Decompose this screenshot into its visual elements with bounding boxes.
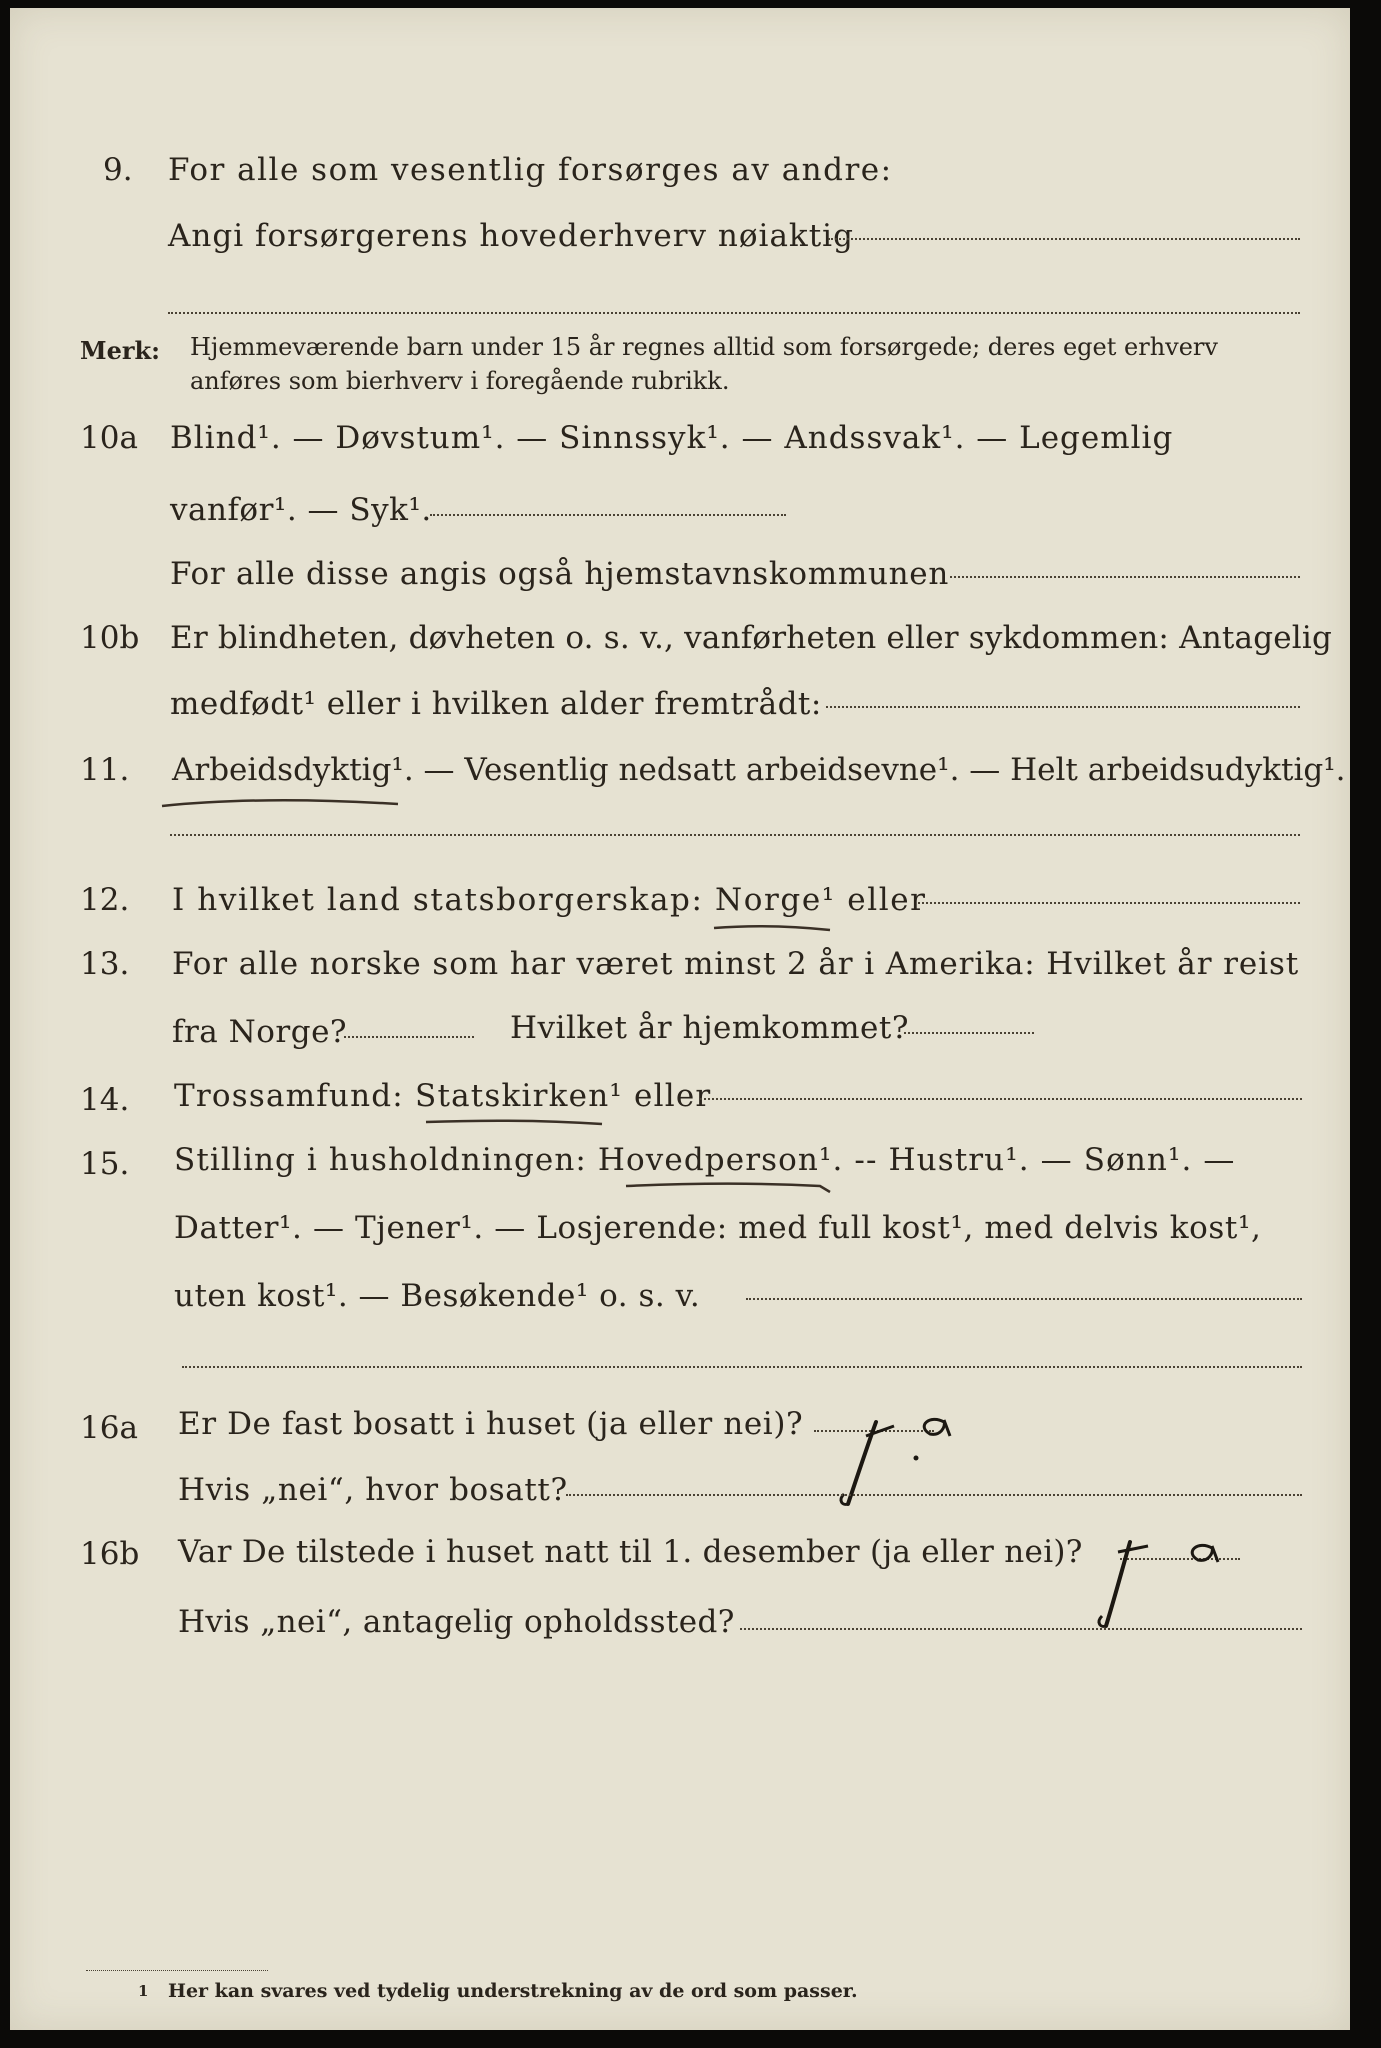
footnote-mark: 1 bbox=[138, 1982, 149, 2000]
merk-line1: Hjemmeværende barn under 15 år regnes alltid som forsørgede; deres eget erhverv bbox=[190, 333, 1218, 361]
merk-label: Merk: bbox=[80, 336, 160, 365]
q13-line2b: Hvilket år hjemkommet? bbox=[510, 1010, 909, 1046]
q16b-handwritten-answer bbox=[1088, 1524, 1238, 1634]
q10b-line2: medfødt¹ eller i hvilken alder fremtrådt: bbox=[170, 686, 822, 722]
q15-number: 15. bbox=[80, 1146, 130, 1182]
q9-answer-field[interactable] bbox=[828, 238, 1300, 240]
q10a-line2: vanfør¹. — Syk¹. bbox=[170, 492, 432, 528]
q14-line1: Trossamfund: Statskirken¹ eller bbox=[174, 1078, 712, 1114]
q15-line1: Stilling i husholdningen: Hovedperson¹. -- Hustru¹. — Sønn¹. — bbox=[174, 1142, 1236, 1178]
q16a-bosatt-field[interactable] bbox=[566, 1494, 1302, 1496]
q13-line2a: fra Norge? bbox=[172, 1014, 348, 1050]
q13-line1: For alle norske som har været minst 2 år i Amerika: Hvilket år reist bbox=[172, 946, 1300, 982]
q13-number: 13. bbox=[80, 946, 130, 982]
q10b-alder-field[interactable] bbox=[826, 706, 1300, 708]
q10b-number: 10b bbox=[80, 620, 140, 656]
q16b-opholdssted-field[interactable] bbox=[740, 1628, 1302, 1630]
q12-answer-field[interactable] bbox=[918, 902, 1300, 904]
footnote-rule bbox=[86, 1970, 268, 1971]
q9-number: 9. bbox=[103, 152, 133, 188]
q9-line1: For alle som vesentlig forsørges av andre: bbox=[168, 152, 893, 188]
q16b-line1: Var De tilstede i huset natt til 1. desember (ja eller nei)? bbox=[178, 1534, 1083, 1570]
q12-number: 12. bbox=[80, 882, 130, 918]
q15-line3: uten kost¹. — Besøkende¹ o. s. v. bbox=[174, 1278, 701, 1314]
q10a-number: 10a bbox=[80, 420, 138, 456]
q12-line1: I hvilket land statsborgerskap: Norge¹ eller bbox=[172, 882, 927, 918]
q14-statskirken-underline bbox=[424, 1116, 604, 1130]
q11-answer-field[interactable] bbox=[170, 834, 1300, 836]
q11-arbeidsdyktig-underline bbox=[160, 796, 400, 816]
q16a-line2: Hvis „nei“, hvor bosatt? bbox=[178, 1472, 568, 1508]
q16a-number: 16a bbox=[80, 1410, 138, 1446]
q13-hjemkommet-field[interactable] bbox=[904, 1032, 1034, 1034]
q15-answer-field-2[interactable] bbox=[182, 1366, 1302, 1368]
merk-line2: anføres som bierhverv i foregående rubrikk. bbox=[190, 367, 730, 395]
q15-answer-field[interactable] bbox=[746, 1298, 1302, 1300]
q16b-number: 16b bbox=[80, 1536, 140, 1572]
q10a-hjemstavn-field[interactable] bbox=[950, 576, 1300, 578]
q12-norge-underline bbox=[712, 922, 832, 936]
q9-line2: Angi forsørgerens hovederhverv nøiaktig bbox=[168, 218, 854, 254]
q10a-syk-field[interactable] bbox=[430, 514, 786, 516]
footnote-text: Her kan svares ved tydelig understrekning av de ord som passer. bbox=[168, 1980, 858, 2002]
q15-hovedperson-underline bbox=[624, 1180, 834, 1196]
q11-number: 11. bbox=[80, 752, 130, 788]
q15-line2: Datter¹. — Tjener¹. — Losjerende: med full kost¹, med delvis kost¹, bbox=[174, 1210, 1262, 1246]
q13-reist-field[interactable] bbox=[344, 1036, 474, 1038]
q16b-line2: Hvis „nei“, antagelig opholdssted? bbox=[178, 1604, 735, 1640]
q10b-line1: Er blindheten, døvheten o. s. v., vanførheten eller sykdommen: Antagelig bbox=[170, 620, 1333, 656]
q11-line1: Arbeidsdyktig¹. — Vesentlig nedsatt arbeidsevne¹. — Helt arbeidsudyktig¹. bbox=[172, 752, 1346, 788]
q14-answer-field[interactable] bbox=[700, 1098, 1302, 1100]
q10a-line1: Blind¹. — Døvstum¹. — Sinnssyk¹. — Andssvak¹. — Legemlig bbox=[170, 420, 1174, 456]
q14-number: 14. bbox=[80, 1082, 130, 1118]
q16a-line1: Er De fast bosatt i huset (ja eller nei)? bbox=[178, 1406, 804, 1442]
q9-answer-field-2[interactable] bbox=[168, 312, 1300, 314]
q10a-line3: For alle disse angis også hjemstavnskommunen bbox=[170, 556, 949, 592]
